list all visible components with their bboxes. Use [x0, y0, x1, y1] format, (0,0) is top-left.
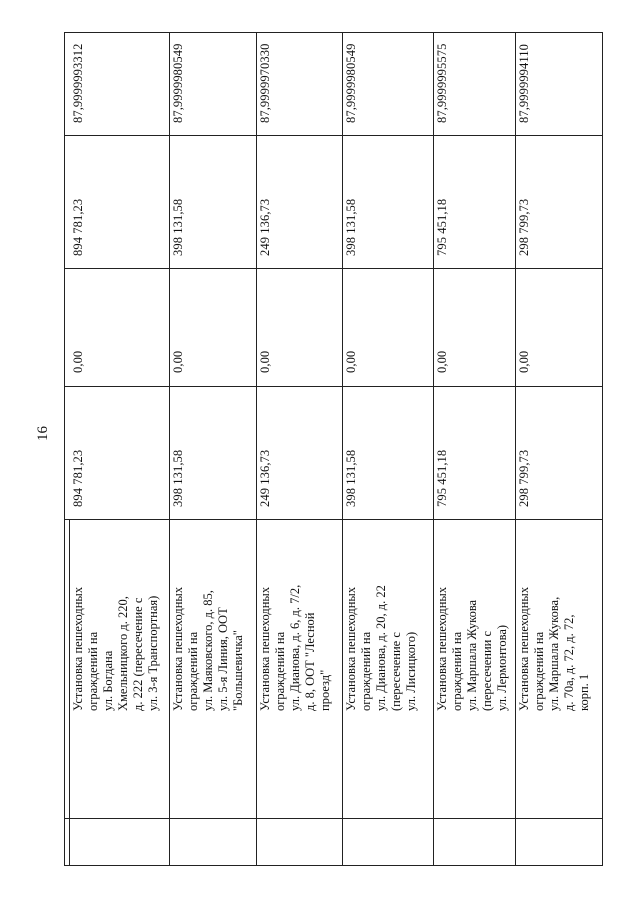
row-1-amount-1: 894 781,23	[71, 449, 85, 507]
row-2-description: Установка пешеходных ограждений на ул. Маяковского, д. 85, ул. 5-я Линия, ООТ "Большевичка"	[171, 586, 245, 711]
row-divider	[433, 33, 434, 865]
row-5-amount-3: 795 451,18	[435, 198, 449, 256]
page-number: 16	[35, 426, 51, 441]
row-3-amount-3: 249 136,73	[258, 198, 272, 256]
row-1-amount-2: 0,00	[71, 350, 85, 373]
row-3-description: Установка пешеходных ограждений на ул. Дианова, д. 6, д. 7/2, д. 8, ООТ "Лесной проезд"	[258, 584, 332, 711]
row-divider	[515, 33, 516, 865]
row-4-percent: 87,9999980549	[344, 43, 358, 123]
row-divider	[256, 33, 257, 865]
row-2-percent: 87,9999980549	[171, 43, 185, 123]
first-column-divider	[69, 519, 70, 865]
row-2-amount-2: 0,00	[171, 350, 185, 373]
row-1-description: Установка пешеходных ограждений на ул. Богдана Хмельницкого д. 220, д. 222 (пересечение с ул. 3-я Транспортная)	[71, 586, 160, 711]
row-1-amount-3: 894 781,23	[71, 198, 85, 256]
row-5-amount-2: 0,00	[435, 350, 449, 373]
row-6-description: Установка пешеходных ограждений на ул. Маршала Жукова, д. 70а, д. 72, д. 72, корп. 1	[517, 586, 591, 711]
row-6-percent: 87,9999994110	[517, 44, 531, 123]
row-3-amount-1: 249 136,73	[258, 449, 272, 507]
row-divider	[342, 33, 343, 865]
row-4-amount-2: 0,00	[344, 350, 358, 373]
row-divider	[169, 33, 170, 865]
row-2-amount-3: 398 131,58	[171, 198, 185, 256]
row-4-amount-3: 398 131,58	[344, 198, 358, 256]
row-1-percent: 87,9999993312	[71, 43, 85, 123]
column-divider	[65, 519, 602, 520]
column-divider	[65, 818, 602, 819]
column-divider	[65, 386, 602, 387]
row-2-amount-1: 398 131,58	[171, 449, 185, 507]
row-5-amount-1: 795 451,18	[435, 449, 449, 507]
row-4-amount-1: 398 131,58	[344, 449, 358, 507]
row-3-percent: 87,9999970330	[258, 43, 272, 123]
row-3-amount-2: 0,00	[258, 350, 272, 373]
column-divider	[65, 135, 602, 136]
row-6-amount-2: 0,00	[517, 350, 531, 373]
row-6-amount-3: 298 799,73	[517, 198, 531, 256]
column-divider	[65, 268, 602, 269]
budget-table	[64, 32, 603, 866]
row-6-amount-1: 298 799,73	[517, 449, 531, 507]
row-5-description: Установка пешеходных ограждений на ул. Маршала Жукова (пересечении с ул. Лермонтова)	[435, 586, 509, 711]
row-4-description: Установка пешеходных ограждений на ул. Дианова, д. 20, д. 22 (пересечение с ул. Лисицкого)	[344, 585, 418, 711]
row-5-percent: 87,9999995575	[435, 43, 449, 123]
